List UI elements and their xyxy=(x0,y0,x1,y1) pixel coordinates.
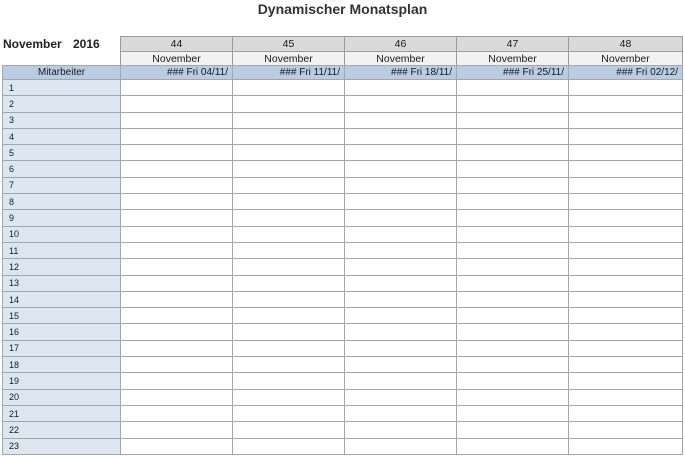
employee-number-cell: 12 xyxy=(3,259,121,275)
schedule-cell[interactable] xyxy=(121,308,233,324)
schedule-cell[interactable] xyxy=(233,96,345,112)
month-label: November xyxy=(3,37,62,51)
schedule-cell[interactable] xyxy=(233,128,345,144)
table-row xyxy=(3,422,683,438)
employee-number-cell: 16 xyxy=(3,324,121,340)
month-year-label xyxy=(3,37,100,51)
employee-number-cell: 4 xyxy=(3,128,121,144)
schedule-cell[interactable] xyxy=(233,275,345,291)
table-row xyxy=(3,128,683,144)
schedule-cell[interactable] xyxy=(345,422,457,438)
schedule-cell[interactable] xyxy=(457,242,569,258)
table-row xyxy=(3,291,683,307)
schedule-cell[interactable] xyxy=(121,112,233,128)
table-row xyxy=(3,389,683,405)
schedule-cell[interactable] xyxy=(233,405,345,421)
schedule-cell[interactable] xyxy=(345,242,457,258)
schedule-cell[interactable] xyxy=(569,128,683,144)
schedule-cell[interactable] xyxy=(345,96,457,112)
schedule-cell[interactable] xyxy=(569,308,683,324)
week-number-cell: 44 xyxy=(121,37,233,52)
schedule-cell[interactable] xyxy=(121,373,233,389)
schedule-cell[interactable] xyxy=(569,145,683,161)
schedule-cell[interactable] xyxy=(233,291,345,307)
employee-header: Mitarbeiter xyxy=(3,66,121,80)
schedule-cell[interactable] xyxy=(457,226,569,242)
date-cell: ### Fri 25/11/ xyxy=(457,66,569,80)
schedule-cell[interactable] xyxy=(457,324,569,340)
date-cell: ### Fri 02/12/ xyxy=(569,66,683,80)
schedule-cell[interactable] xyxy=(345,405,457,421)
schedule-cell[interactable] xyxy=(345,357,457,373)
page-title: Dynamischer Monatsplan xyxy=(257,1,428,17)
schedule-cell[interactable] xyxy=(233,324,345,340)
schedule-cell[interactable] xyxy=(345,210,457,226)
employee-number-cell: 9 xyxy=(3,210,121,226)
schedule-table xyxy=(2,65,683,455)
schedule-cell[interactable] xyxy=(233,242,345,258)
schedule-cell[interactable] xyxy=(121,438,233,454)
table-row xyxy=(3,80,683,96)
table-row xyxy=(3,405,683,421)
employee-number-cell: 22 xyxy=(3,422,121,438)
schedule-cell[interactable] xyxy=(457,340,569,356)
schedule-cell[interactable] xyxy=(457,161,569,177)
schedule-cell[interactable] xyxy=(121,324,233,340)
schedule-cell[interactable] xyxy=(233,438,345,454)
schedule-cell[interactable] xyxy=(345,80,457,96)
schedule-cell[interactable] xyxy=(457,291,569,307)
schedule-cell[interactable] xyxy=(233,210,345,226)
employee-number-cell: 1 xyxy=(3,80,121,96)
schedule-cell[interactable] xyxy=(121,177,233,193)
schedule-cell[interactable] xyxy=(233,194,345,210)
week-month-cell: November xyxy=(121,52,233,67)
schedule-cell[interactable] xyxy=(345,259,457,275)
schedule-cell[interactable] xyxy=(345,373,457,389)
schedule-cell[interactable] xyxy=(457,145,569,161)
schedule-cell[interactable] xyxy=(569,438,683,454)
schedule-cell[interactable] xyxy=(457,438,569,454)
year-label: 2016 xyxy=(73,37,100,51)
employee-number-cell: 6 xyxy=(3,161,121,177)
schedule-cell[interactable] xyxy=(233,357,345,373)
schedule-cell[interactable] xyxy=(569,259,683,275)
schedule-cell[interactable] xyxy=(233,161,345,177)
schedule-cell[interactable] xyxy=(457,422,569,438)
schedule-cell[interactable] xyxy=(569,275,683,291)
schedule-cell[interactable] xyxy=(121,194,233,210)
week-month-cell: November xyxy=(457,52,569,67)
schedule-cell[interactable] xyxy=(457,259,569,275)
week-number-row xyxy=(121,37,683,52)
table-row xyxy=(3,275,683,291)
schedule-cell[interactable] xyxy=(233,145,345,161)
schedule-cell[interactable] xyxy=(457,308,569,324)
week-number-cell: 46 xyxy=(345,37,457,52)
schedule-cell[interactable] xyxy=(569,324,683,340)
schedule-cell[interactable] xyxy=(569,405,683,421)
schedule-cell[interactable] xyxy=(121,259,233,275)
schedule-cell[interactable] xyxy=(121,226,233,242)
week-number-cell: 48 xyxy=(569,37,683,52)
schedule-cell[interactable] xyxy=(121,340,233,356)
schedule-cell[interactable] xyxy=(569,373,683,389)
table-row xyxy=(3,145,683,161)
schedule-cell[interactable] xyxy=(457,177,569,193)
schedule-cell[interactable] xyxy=(233,389,345,405)
schedule-cell[interactable] xyxy=(569,340,683,356)
table-row xyxy=(3,357,683,373)
schedule-cell[interactable] xyxy=(121,145,233,161)
schedule-cell[interactable] xyxy=(569,226,683,242)
schedule-cell[interactable] xyxy=(457,405,569,421)
employee-number-cell: 7 xyxy=(3,177,121,193)
table-row xyxy=(3,112,683,128)
schedule-cell[interactable] xyxy=(569,242,683,258)
table-row xyxy=(3,308,683,324)
schedule-cell[interactable] xyxy=(569,210,683,226)
schedule-cell[interactable] xyxy=(121,242,233,258)
schedule-cell[interactable] xyxy=(121,291,233,307)
schedule-cell[interactable] xyxy=(345,291,457,307)
employee-number-cell: 11 xyxy=(3,242,121,258)
week-month-cell: November xyxy=(345,52,457,67)
employee-number-cell: 21 xyxy=(3,405,121,421)
table-row xyxy=(3,340,683,356)
schedule-cell[interactable] xyxy=(121,128,233,144)
schedule-cell[interactable] xyxy=(457,210,569,226)
schedule-cell[interactable] xyxy=(345,308,457,324)
schedule-cell[interactable] xyxy=(457,80,569,96)
schedule-cell[interactable] xyxy=(345,145,457,161)
schedule-cell[interactable] xyxy=(121,357,233,373)
employee-number-cell: 13 xyxy=(3,275,121,291)
schedule-cell[interactable] xyxy=(569,357,683,373)
table-row xyxy=(3,96,683,112)
schedule-cell[interactable] xyxy=(569,161,683,177)
schedule-cell[interactable] xyxy=(345,194,457,210)
employee-number-cell: 10 xyxy=(3,226,121,242)
employee-number-cell: 5 xyxy=(3,145,121,161)
schedule-cell[interactable] xyxy=(121,275,233,291)
employee-number-cell: 17 xyxy=(3,340,121,356)
schedule-cell[interactable] xyxy=(233,177,345,193)
table-row xyxy=(3,210,683,226)
table-row xyxy=(3,438,683,454)
schedule-cell[interactable] xyxy=(121,422,233,438)
schedule-cell[interactable] xyxy=(121,405,233,421)
table-row xyxy=(3,373,683,389)
employee-number-cell: 2 xyxy=(3,96,121,112)
schedule-cell[interactable] xyxy=(569,112,683,128)
employee-number-cell: 18 xyxy=(3,357,121,373)
week-number-cell: 45 xyxy=(233,37,345,52)
schedule-cell[interactable] xyxy=(569,194,683,210)
date-cell: ### Fri 18/11/ xyxy=(345,66,457,80)
schedule-cell[interactable] xyxy=(345,324,457,340)
table-row xyxy=(3,177,683,193)
table-row xyxy=(3,259,683,275)
schedule-cell[interactable] xyxy=(569,291,683,307)
employee-number-cell: 8 xyxy=(3,194,121,210)
employee-number-cell: 19 xyxy=(3,373,121,389)
schedule-cell[interactable] xyxy=(233,80,345,96)
week-header xyxy=(120,36,683,67)
schedule-cell[interactable] xyxy=(233,422,345,438)
schedule-cell[interactable] xyxy=(233,340,345,356)
employee-number-cell: 15 xyxy=(3,308,121,324)
schedule-cell[interactable] xyxy=(345,128,457,144)
schedule-cell[interactable] xyxy=(345,112,457,128)
schedule-cell[interactable] xyxy=(457,194,569,210)
date-cell: ### Fri 11/11/ xyxy=(233,66,345,80)
schedule-cell[interactable] xyxy=(569,96,683,112)
schedule-cell[interactable] xyxy=(121,389,233,405)
table-row xyxy=(3,226,683,242)
week-month-cell: November xyxy=(233,52,345,67)
employee-number-cell: 14 xyxy=(3,291,121,307)
schedule-cell[interactable] xyxy=(233,308,345,324)
schedule-cell[interactable] xyxy=(345,389,457,405)
schedule-cell[interactable] xyxy=(345,275,457,291)
schedule-cell[interactable] xyxy=(457,112,569,128)
employee-number-cell: 23 xyxy=(3,438,121,454)
schedule-cell[interactable] xyxy=(457,128,569,144)
schedule-cell[interactable] xyxy=(121,210,233,226)
schedule-cell[interactable] xyxy=(457,96,569,112)
date-cell: ### Fri 04/11/ xyxy=(121,66,233,80)
schedule-cell[interactable] xyxy=(233,259,345,275)
employee-number-cell: 20 xyxy=(3,389,121,405)
schedule-cell[interactable] xyxy=(345,177,457,193)
schedule-cell[interactable] xyxy=(121,161,233,177)
schedule-cell[interactable] xyxy=(345,161,457,177)
date-header-row xyxy=(3,66,683,80)
table-row xyxy=(3,242,683,258)
schedule-cell[interactable] xyxy=(345,438,457,454)
employee-number-cell: 3 xyxy=(3,112,121,128)
schedule-cell[interactable] xyxy=(457,373,569,389)
schedule-cell[interactable] xyxy=(569,422,683,438)
schedule-cell[interactable] xyxy=(345,226,457,242)
schedule-cell[interactable] xyxy=(233,226,345,242)
table-row xyxy=(3,324,683,340)
schedule-cell[interactable] xyxy=(233,112,345,128)
table-row xyxy=(3,194,683,210)
schedule-cell[interactable] xyxy=(121,96,233,112)
schedule-cell[interactable] xyxy=(457,275,569,291)
schedule-cell[interactable] xyxy=(569,177,683,193)
schedule-cell[interactable] xyxy=(345,340,457,356)
schedule-cell[interactable] xyxy=(121,80,233,96)
schedule-cell[interactable] xyxy=(569,389,683,405)
schedule-cell[interactable] xyxy=(233,373,345,389)
table-row xyxy=(3,161,683,177)
week-month-cell: November xyxy=(569,52,683,67)
schedule-cell[interactable] xyxy=(569,80,683,96)
week-number-cell: 47 xyxy=(457,37,569,52)
schedule-cell[interactable] xyxy=(457,389,569,405)
schedule-cell[interactable] xyxy=(457,357,569,373)
